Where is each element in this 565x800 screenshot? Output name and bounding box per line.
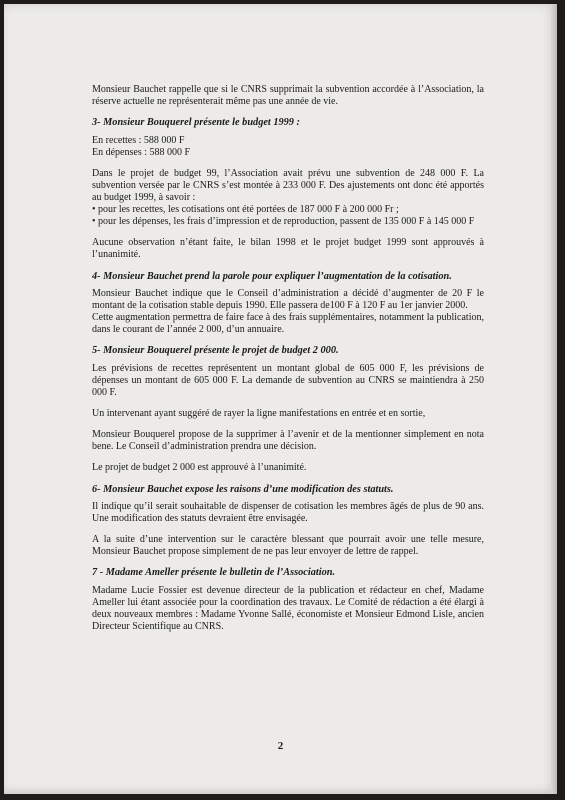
paragraph-intervention: A la suite d’une intervention sur le caractère blessant que pourrait avoir une telle mesure, Monsieur Bauchet propose simplement de ne pas leur envoyer de lettre de rappel. [92,534,484,558]
bullet-depenses: • pour les dépenses, les frais d’impression et de reproduction, passent de 135 000 F à 145 000 F [92,216,475,228]
heading-section-7: 7 - Madame Ameller présente le bulletin de l’Association. [92,567,336,579]
bullet-recettes: • pour les recettes, les cotisations ont été portées de 187 000 F à 200 000 Fr ; [92,204,399,216]
paragraph-bouquerel: Monsieur Bouquerel propose de la supprimer à l’avenir et de la mentionner simplement en nota bene. Le Conseil d’administration prendra une décision. [92,429,484,453]
paragraph-cotisation-2: Cette augmentation permettra de faire face à des frais supplémentaires, notamment la publication, dans le courant de l’année 2 000, d’un annuaire. [92,312,484,336]
heading-section-6: 6- Monsieur Bauchet expose les raisons d’une modification des statuts. [92,483,394,495]
budget-depenses: En dépenses : 588 000 F [92,146,191,158]
paragraph-cotisation: Monsieur Bauchet indique que le Conseil d’administration a décidé d’augmenter de 20 F le montant de la cotisation stable depuis 1990. Elle passera de100 F à 120 F au 1er janvier 2000. [92,288,484,312]
document-page [4,4,557,794]
paragraph-approval-1999: Aucune observation n’étant faite, le bilan 1998 et le projet budget 1999 sont approuvés à l’unanimité. [92,237,484,261]
paragraph-bulletin: Madame Lucie Fossier est devenue directeur de la publication et rédacteur en chef, Madame Ameller lui étant associée pour la coordination des travaux. Le Comité de rédaction a été élargi à deux nouveaux membres : Madame Yvonne Sallé, économiste et Monsieur Edmond Lisle, ancien Directeur Scientifique au CNRS. [92,584,484,633]
heading-section-3: 3- Monsieur Bouquerel présente le budget 1999 : [92,117,300,129]
heading-section-4: 4- Monsieur Bauchet prend la parole pour expliquer l’augmentation de la cotisation. [92,270,452,282]
paragraph-intervenant: Un intervenant ayant suggéré de rayer la ligne manifestations en entrée et en sortie, [92,408,426,420]
document-body [92,84,484,642]
paragraph-budget-2000: Les prévisions de recettes représentent un montant global de 605 000 F, les prévisions de dépenses un montant de 605 000 F. La demande de subvention au CNRS se maintiendra à 250 000 F. [92,362,484,399]
heading-section-5: 5- Monsieur Bouquerel présente le projet de budget 2 000. [92,345,339,357]
paragraph-budget-99: Dans le projet de budget 99, l’Association avait prévu une subvention de 248 000 F. La subvention versée par le CNRS s’est montée à 233 000 F. Des ajustements ont donc été apportés au budget 1999, à savoir : [92,167,484,204]
paragraph-reserve: Monsieur Bauchet rappelle que si le CNRS supprimait la subvention accordée à l’Association, la réserve actuelle ne représenterait même pas une année de vie. [92,84,484,108]
page-number: 2 [277,740,284,752]
paragraph-statuts: Il indique qu’il serait souhaitable de dispenser de cotisation les membres âgés de plus de 90 ans. Une modification des statuts devraient être envisagée. [92,501,484,525]
page-edge-shadow [551,4,557,794]
budget-recettes: En recettes : 588 000 F [92,134,185,146]
paragraph-budget-2000-approved: Le projet de budget 2 000 est approuvé à l’unanimité. [92,462,307,474]
